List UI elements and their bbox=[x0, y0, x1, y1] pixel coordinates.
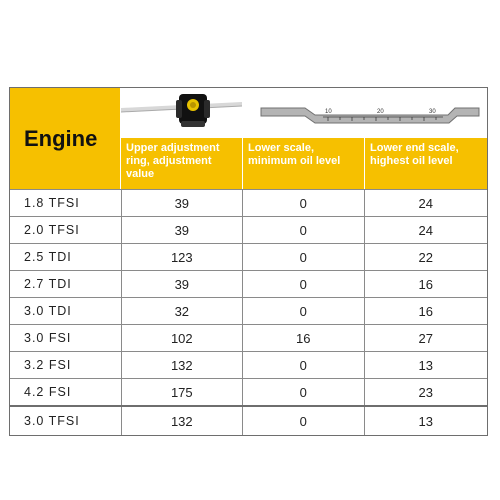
min-level-header: Lower scale, minimum oil level bbox=[248, 142, 341, 167]
engine-cell: 2.7 TDI bbox=[10, 271, 122, 297]
max-level-cell: 24 bbox=[418, 222, 433, 238]
upper-ring-cell: 132 bbox=[122, 407, 243, 435]
table-row bbox=[10, 351, 487, 378]
table-body bbox=[10, 189, 487, 435]
table-row bbox=[10, 324, 487, 351]
max-level-cell: 24 bbox=[418, 195, 433, 211]
upper-ring-header-cell bbox=[121, 88, 243, 189]
min-level-cell: 0 bbox=[243, 379, 364, 405]
engine-cell: 3.0 TDI bbox=[10, 298, 122, 324]
upper-ring-cell: 39 bbox=[122, 271, 243, 297]
dipstick-tick-10: 10 bbox=[325, 109, 332, 115]
upper-ring-cell: 102 bbox=[122, 325, 243, 351]
upper-ring-cell: 39 bbox=[122, 190, 243, 216]
dipstick-tick-30: 30 bbox=[429, 109, 436, 115]
max-level-cell: 13 bbox=[418, 357, 433, 373]
max-level-cell: 16 bbox=[418, 303, 433, 319]
table-header bbox=[10, 88, 487, 189]
engine-cell: 2.5 TDI bbox=[10, 244, 122, 270]
upper-ring-cell: 39 bbox=[122, 217, 243, 243]
table-row bbox=[10, 189, 487, 216]
engine-cell: 3.2 FSI bbox=[10, 352, 122, 378]
upper-ring-cell: 175 bbox=[122, 379, 243, 405]
scale-header-group bbox=[243, 88, 487, 189]
min-level-cell: 0 bbox=[243, 217, 364, 243]
max-level-cell: 16 bbox=[418, 276, 433, 292]
adjustment-ring-image bbox=[121, 88, 242, 138]
min-level-cell: 16 bbox=[243, 325, 364, 351]
engine-cell: 4.2 FSI bbox=[10, 379, 122, 405]
min-level-cell: 0 bbox=[243, 298, 364, 324]
engine-cell: 2.0 TFSI bbox=[10, 217, 122, 243]
min-level-cell: 0 bbox=[243, 407, 364, 435]
max-level-cell: 13 bbox=[418, 413, 433, 429]
min-level-cell: 0 bbox=[243, 244, 364, 270]
oil-level-table bbox=[9, 87, 488, 436]
upper-ring-cell: 123 bbox=[122, 244, 243, 270]
dipstick-tick-20: 20 bbox=[377, 109, 384, 115]
min-level-cell: 0 bbox=[243, 352, 364, 378]
min-level-cell: 0 bbox=[243, 271, 364, 297]
upper-ring-header: Upper adjustment ring, adjustment value bbox=[126, 142, 220, 180]
upper-ring-cell: 32 bbox=[122, 298, 243, 324]
table-row bbox=[10, 270, 487, 297]
engine-cell: 3.0 TFSI bbox=[10, 407, 122, 435]
max-level-cell: 23 bbox=[418, 384, 433, 400]
min-level-cell: 0 bbox=[243, 190, 364, 216]
max-level-header: Lower end scale, highest oil level bbox=[370, 142, 459, 167]
table-row bbox=[10, 216, 487, 243]
table-row bbox=[10, 243, 487, 270]
dipstick-image bbox=[243, 88, 487, 138]
max-level-cell: 22 bbox=[418, 249, 433, 265]
upper-ring-cell: 132 bbox=[122, 352, 243, 378]
engine-cell: 1.8 TFSI bbox=[10, 190, 122, 216]
table-row bbox=[10, 378, 487, 405]
max-level-cell: 27 bbox=[418, 330, 433, 346]
table-row bbox=[10, 405, 487, 435]
engine-header: Engine bbox=[24, 125, 98, 151]
table-row bbox=[10, 297, 487, 324]
engine-cell: 3.0 FSI bbox=[10, 325, 122, 351]
engine-header-cell bbox=[10, 88, 121, 189]
